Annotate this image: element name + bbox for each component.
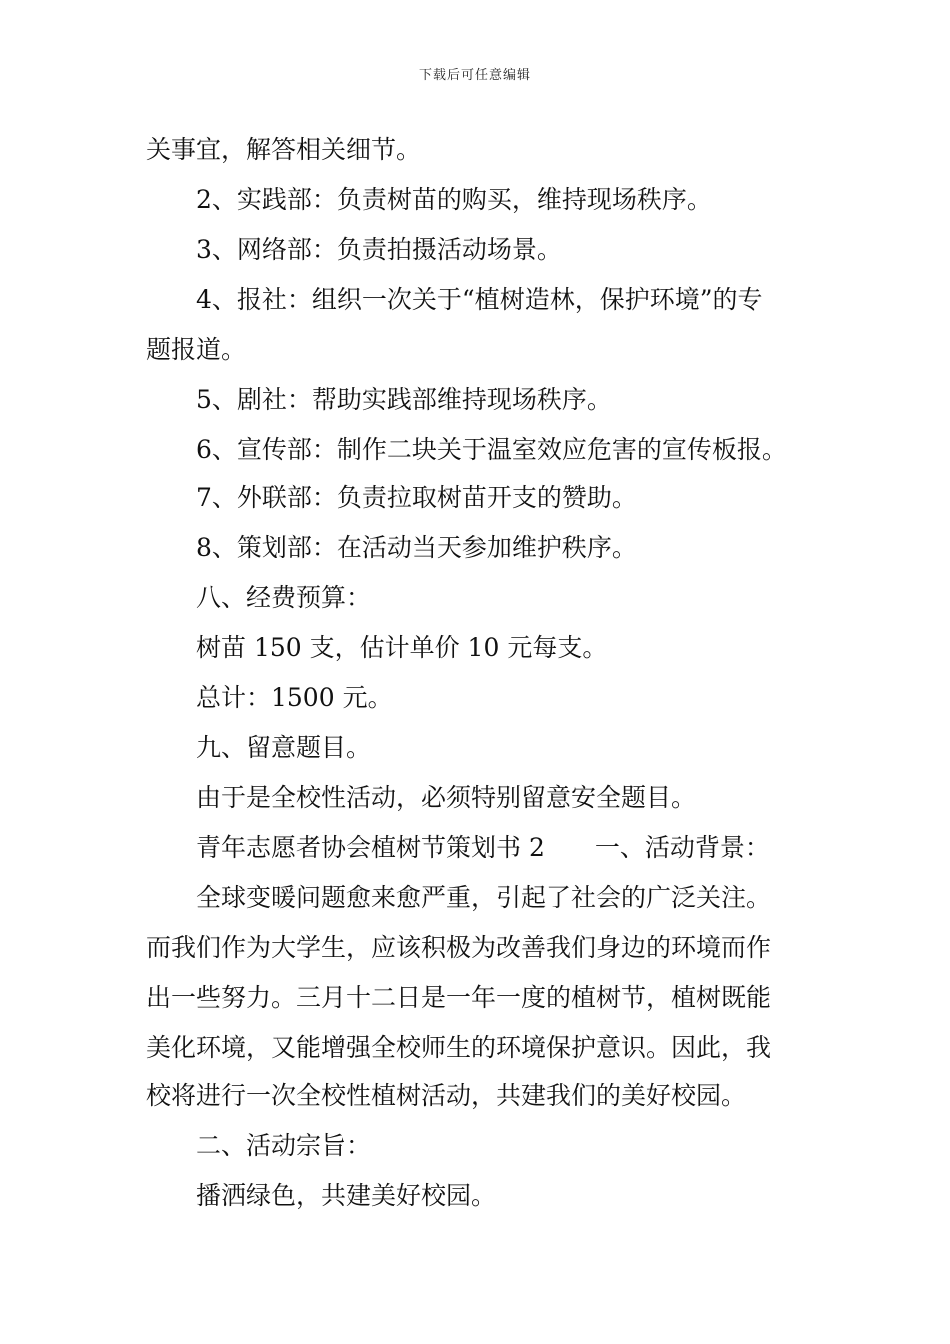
paragraph-line: 题报道。 bbox=[146, 335, 247, 364]
paragraph-line: 出一些努力。三月十二日是一年一度的植树节，植树既能 bbox=[146, 983, 772, 1012]
paragraph-line: 播洒绿色，共建美好校园。 bbox=[196, 1181, 497, 1210]
paragraph-line: 关事宜，解答相关细节。 bbox=[146, 135, 422, 164]
paragraph-line: 全球变暖问题愈来愈严重，引起了社会的广泛关注。 bbox=[196, 883, 772, 912]
section-heading: 九、留意题目。 bbox=[196, 733, 372, 762]
paragraph-line: 6、宣传部：制作二块关于温室效应危害的宣传板报。 bbox=[196, 435, 787, 464]
section-heading: 二、活动宗旨： bbox=[196, 1131, 372, 1160]
paragraph-line: 美化环境，又能增强全校师生的环境保护意识。因此，我 bbox=[146, 1033, 772, 1062]
paragraph-line: 校将进行一次全校性植树活动，共建我们的美好校园。 bbox=[146, 1081, 747, 1110]
paragraph-line: 3、网络部：负责拍摄活动场景。 bbox=[196, 235, 562, 264]
paragraph-line: 总计：1500 元。 bbox=[196, 683, 393, 712]
paragraph-line: 7、外联部：负责拉取树苗开支的赞助。 bbox=[196, 483, 637, 512]
paragraph-line: 2、实践部：负责树苗的购买，维持现场秩序。 bbox=[196, 185, 712, 214]
paragraph-line: 4、报社：组织一次关于“植树造林，保护环境”的专 bbox=[196, 285, 763, 314]
paragraph-line: 8、策划部：在活动当天参加维护秩序。 bbox=[196, 533, 637, 562]
paragraph-line: 由于是全校性活动，必须特别留意安全题目。 bbox=[196, 783, 697, 812]
section-heading: 青年志愿者协会植树节策划书 2 一、活动背景： bbox=[196, 833, 770, 862]
paragraph-line: 5、剧社：帮助实践部维持现场秩序。 bbox=[196, 385, 612, 414]
paragraph-line: 而我们作为大学生，应该积极为改善我们身边的环境而作 bbox=[146, 933, 772, 962]
section-heading: 八、经费预算： bbox=[196, 583, 372, 612]
paragraph-line: 树苗 150 支，估计单价 10 元每支。 bbox=[196, 633, 608, 662]
page-header: 下载后可任意编辑 bbox=[418, 68, 531, 83]
